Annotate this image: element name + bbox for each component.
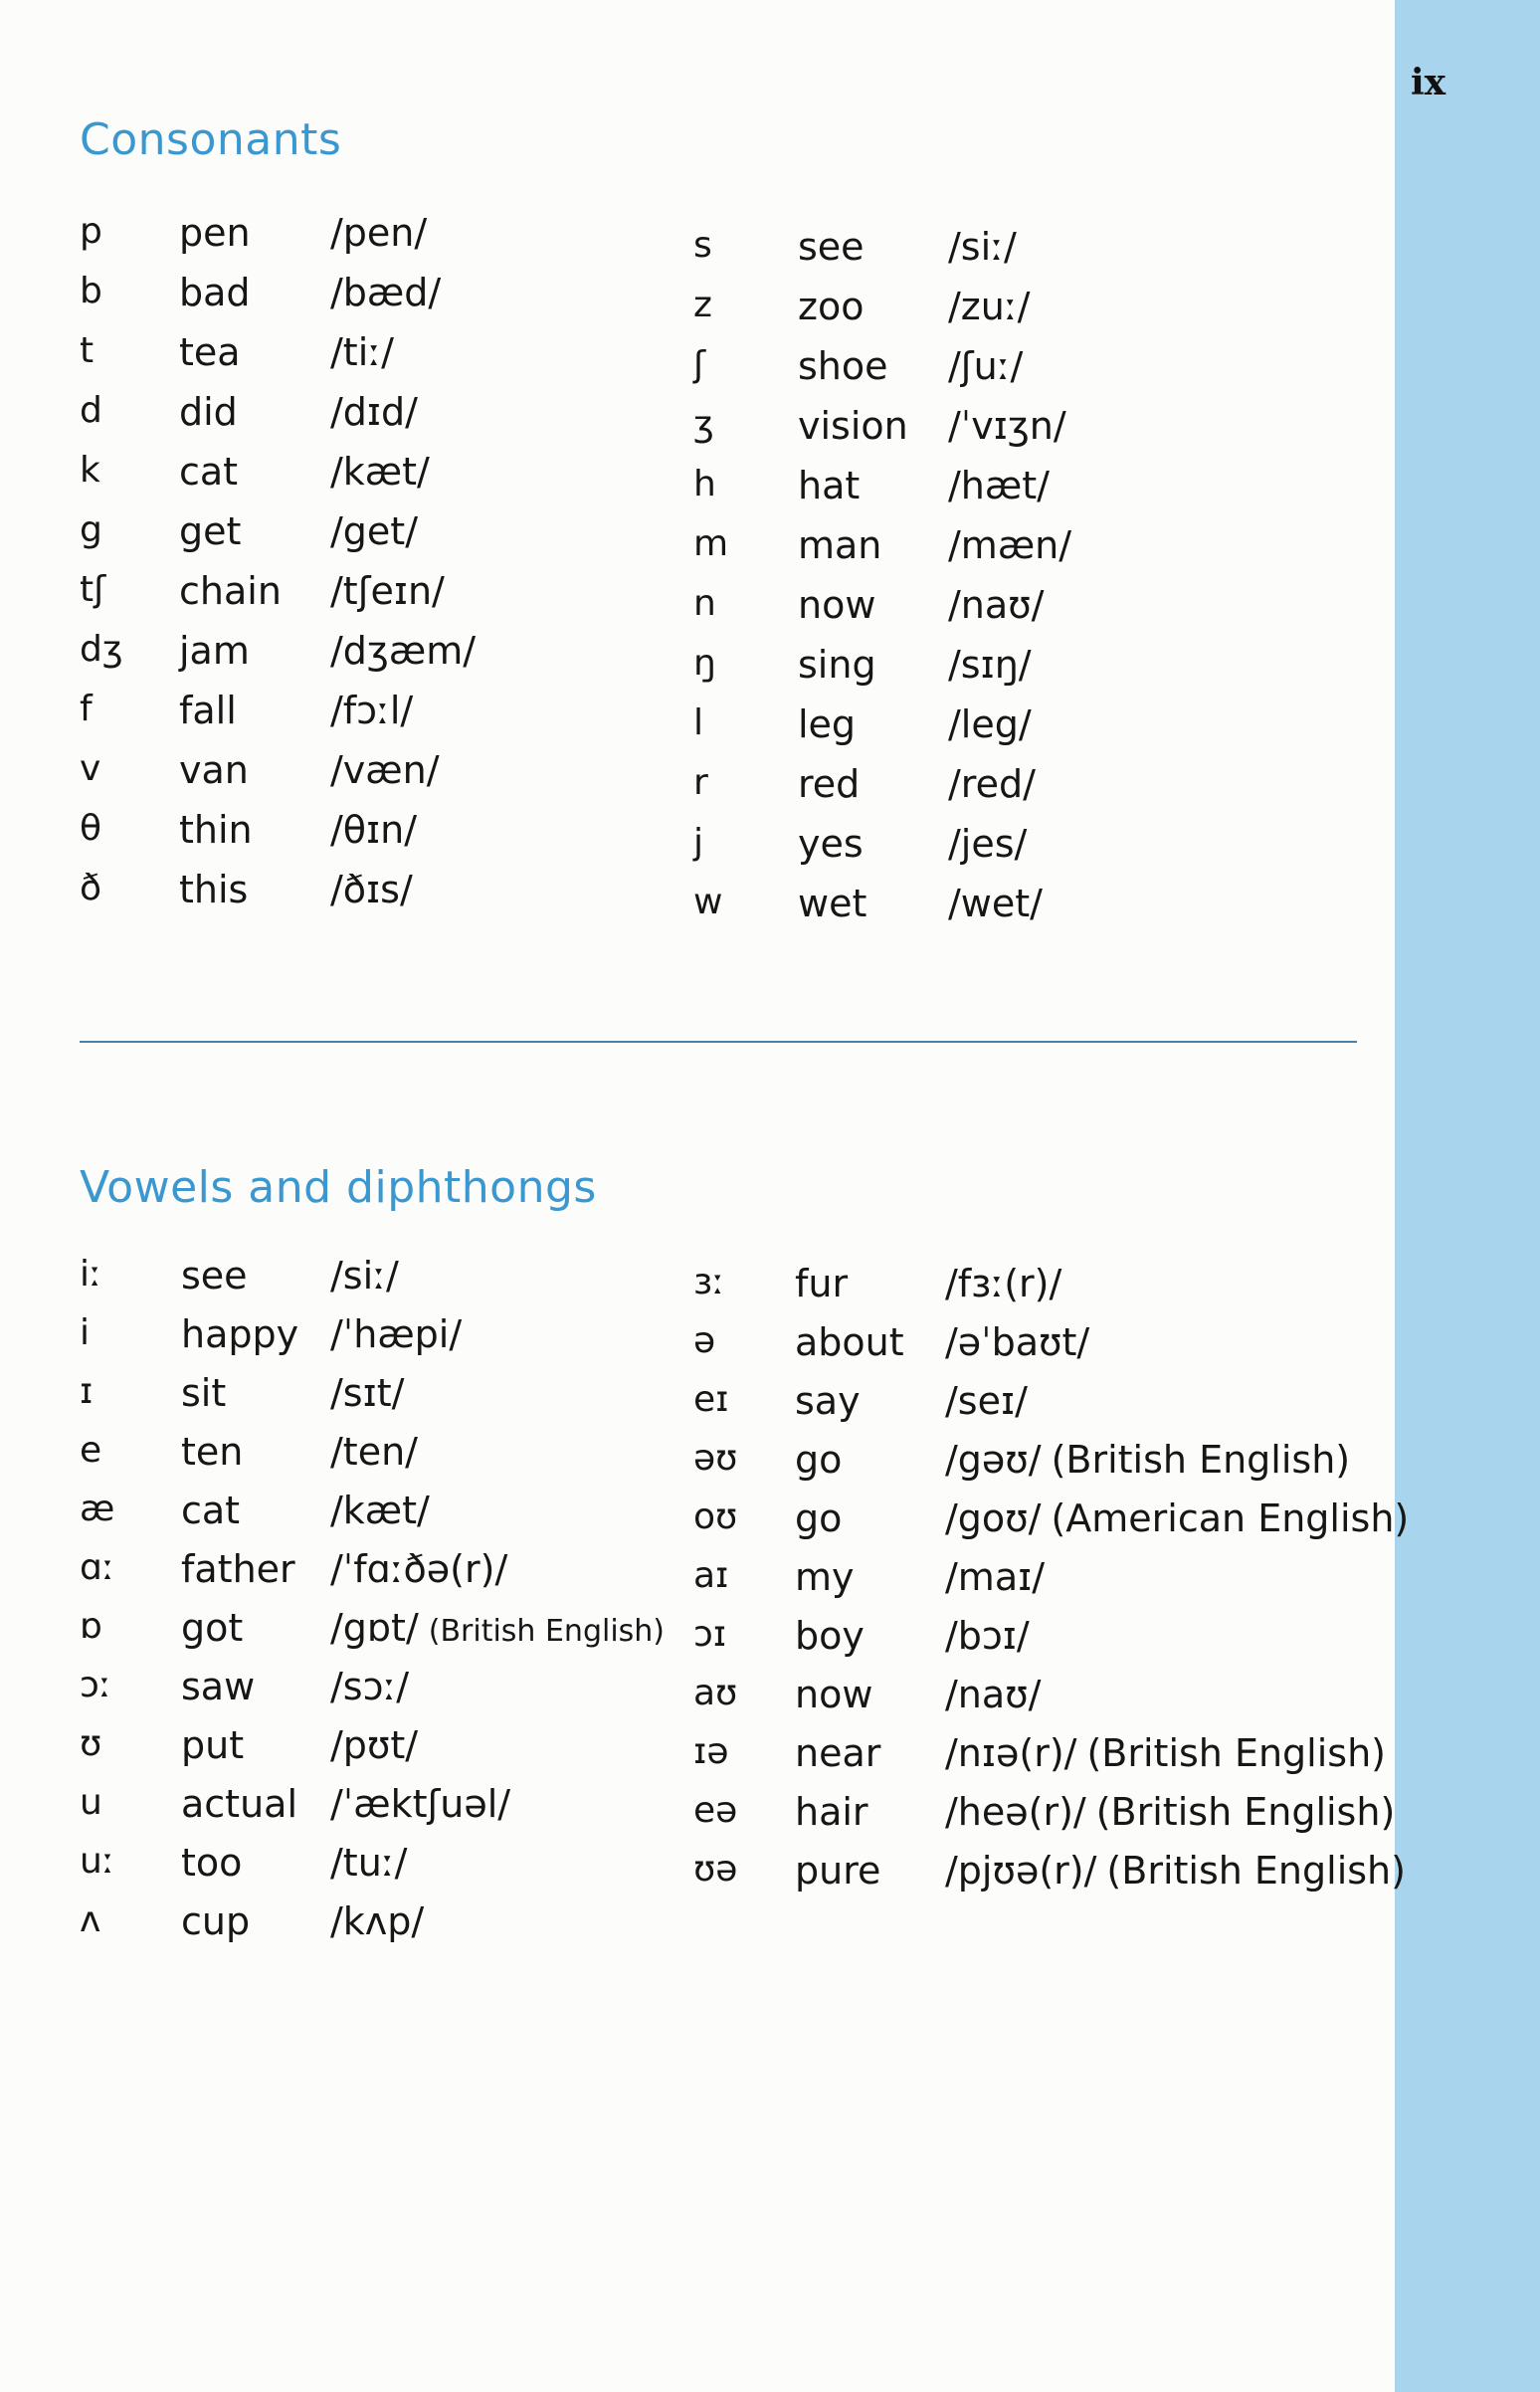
transcription: /væn/ (330, 748, 440, 792)
ipa-symbol: ə (693, 1320, 716, 1361)
ipa-symbol: iː (80, 1254, 102, 1295)
example-word: pure (795, 1849, 881, 1893)
ipa-symbol: f (80, 689, 93, 729)
example-word: fur (795, 1262, 849, 1305)
example-word: hair (795, 1790, 868, 1834)
ipa-symbol: n (693, 583, 716, 624)
example-word: leg (798, 702, 857, 746)
transcription: /tiː/ (330, 330, 394, 374)
transcription-text: /ten/ (330, 1430, 418, 1474)
transcription: /leg/ (948, 702, 1032, 746)
ipa-symbol: ɜː (693, 1262, 725, 1302)
transcription-text: /fɜː(r)/ (945, 1262, 1062, 1305)
ipa-symbol: r (693, 762, 708, 803)
ipa-symbol: ʃ (693, 344, 706, 385)
ipa-symbol: ʊ (80, 1723, 102, 1764)
transcription-text: /ˈæktʃuəl/ (330, 1782, 511, 1826)
transcription-text: /gɒt/ (330, 1606, 419, 1650)
transcription (945, 1731, 1386, 1775)
transcription: /jes/ (948, 822, 1028, 866)
ipa-symbol: v (80, 748, 101, 789)
transcription-text: /ˈfɑːðə(r)/ (330, 1547, 508, 1591)
transcription: /sɪŋ/ (948, 643, 1032, 687)
side-color-strip (1395, 0, 1540, 2392)
ipa-symbol: ɪə (693, 1731, 729, 1772)
transcription-text: /heə(r)/ (945, 1790, 1086, 1834)
transcription (330, 1899, 424, 1943)
transcription (330, 1841, 407, 1885)
ipa-symbol: d (80, 390, 102, 431)
transcription (945, 1849, 1406, 1893)
ipa-symbol: aɪ (693, 1555, 729, 1596)
example-word: red (798, 762, 861, 806)
transcription (945, 1379, 1028, 1423)
example-word: boy (795, 1614, 865, 1658)
example-word: get (179, 509, 242, 553)
example-word: hat (798, 464, 861, 507)
ipa-symbol: ɔː (80, 1665, 111, 1705)
ipa-symbol: ŋ (693, 643, 716, 684)
transcription-text: /maɪ/ (945, 1555, 1046, 1599)
example-word: bad (179, 271, 251, 314)
transcription (945, 1320, 1089, 1364)
transcription: /zuː/ (948, 285, 1031, 328)
ipa-symbol: j (693, 822, 704, 863)
example-word: go (795, 1438, 843, 1482)
transcription (945, 1614, 1030, 1658)
section-divider (80, 1041, 1357, 1043)
transcription-text: /pjʊə(r)/ (945, 1849, 1097, 1893)
transcription-text: /ˈhæpi/ (330, 1312, 463, 1356)
example-word: near (795, 1731, 881, 1775)
transcription-text: /bɔɪ/ (945, 1614, 1030, 1658)
transcription-text: /sɔː/ (330, 1665, 410, 1708)
transcription: /red/ (948, 762, 1036, 806)
ipa-symbol: ð (80, 868, 102, 908)
ipa-symbol: t (80, 330, 95, 371)
ipa-symbol: oʊ (693, 1496, 738, 1537)
example-word: cat (181, 1489, 241, 1532)
transcription-text: /siː/ (330, 1254, 399, 1297)
transcription (330, 1312, 462, 1356)
ipa-symbol: eɪ (693, 1379, 729, 1420)
ipa-symbol: dʒ (80, 629, 123, 670)
transcription: /wet/ (948, 882, 1043, 925)
example-word: actual (181, 1782, 298, 1826)
dialect-note: (American English) (1051, 1496, 1410, 1540)
ipa-symbol: i (80, 1312, 91, 1353)
transcription: /hæt/ (948, 464, 1050, 507)
example-word: go (795, 1496, 843, 1540)
transcription (945, 1555, 1045, 1599)
dialect-note: (British English) (428, 1614, 666, 1649)
dialect-note: (British English) (1095, 1790, 1396, 1834)
ipa-symbol: l (693, 702, 704, 743)
example-word: thin (179, 808, 253, 852)
transcription: /dɪd/ (330, 390, 418, 434)
ipa-symbol: s (693, 225, 712, 266)
transcription (330, 1723, 418, 1767)
transcription-text: /kʌp/ (330, 1899, 425, 1943)
example-word: cat (179, 450, 239, 494)
transcription (945, 1790, 1395, 1834)
transcription: /θɪn/ (330, 808, 418, 852)
ipa-symbol: æ (80, 1489, 115, 1529)
transcription-text: /kæt/ (330, 1489, 430, 1532)
example-word: too (181, 1841, 243, 1885)
example-word: ten (181, 1430, 244, 1474)
transcription (330, 1254, 399, 1297)
ipa-symbol: h (693, 464, 716, 504)
example-word: see (181, 1254, 248, 1297)
transcription-text: /tuː/ (330, 1841, 408, 1885)
example-word: say (795, 1379, 861, 1423)
example-word: vision (798, 404, 908, 448)
transcription: /ʃuː/ (948, 344, 1024, 388)
example-word: put (181, 1723, 245, 1767)
vowels-heading: Vowels and diphthongs (80, 1162, 597, 1213)
example-word: wet (798, 882, 867, 925)
transcription-text: /naʊ/ (945, 1673, 1042, 1716)
transcription: /naʊ/ (948, 583, 1045, 627)
transcription (945, 1438, 1350, 1482)
transcription-text: /əˈbaʊt/ (945, 1320, 1090, 1364)
example-word: van (179, 748, 249, 792)
transcription-text: /seɪ/ (945, 1379, 1028, 1423)
ipa-symbol: m (693, 523, 729, 564)
transcription: /fɔːl/ (330, 689, 414, 732)
example-word: my (795, 1555, 855, 1599)
example-word: father (181, 1547, 295, 1591)
transcription (330, 1430, 418, 1474)
ipa-symbol: θ (80, 808, 102, 849)
ipa-symbol: p (80, 211, 102, 252)
transcription: /siː/ (948, 225, 1017, 269)
ipa-symbol: aʊ (693, 1673, 738, 1713)
example-word: happy (181, 1312, 299, 1356)
page-number: ix (1411, 62, 1446, 103)
transcription: /pen/ (330, 211, 428, 255)
transcription (330, 1606, 665, 1650)
example-word: yes (798, 822, 864, 866)
ipa-symbol: ɪ (80, 1371, 94, 1412)
example-word: cup (181, 1899, 251, 1943)
example-word: zoo (798, 285, 865, 328)
example-word: did (179, 390, 238, 434)
example-word: tea (179, 330, 241, 374)
transcription: /kæt/ (330, 450, 430, 494)
dialect-note: (British English) (1106, 1849, 1406, 1893)
ipa-symbol: eə (693, 1790, 738, 1831)
transcription-text: /pʊt/ (330, 1723, 419, 1767)
transcription: /dʒæm/ (330, 629, 477, 673)
transcription (330, 1489, 430, 1532)
ipa-symbol: ɒ (80, 1606, 102, 1647)
transcription: /ðɪs/ (330, 868, 413, 911)
example-word: jam (179, 629, 250, 673)
ipa-symbol: u (80, 1782, 102, 1823)
dialect-note: (British English) (1086, 1731, 1386, 1775)
transcription-text: /gəʊ/ (945, 1438, 1042, 1482)
example-word: sing (798, 643, 876, 687)
transcription (330, 1547, 507, 1591)
example-word: saw (181, 1665, 256, 1708)
ipa-symbol: e (80, 1430, 102, 1471)
ipa-symbol: ʌ (80, 1899, 101, 1940)
example-word: got (181, 1606, 244, 1650)
example-word: chain (179, 569, 282, 613)
example-word: now (795, 1673, 873, 1716)
ipa-symbol: z (693, 285, 712, 325)
transcription (330, 1782, 510, 1826)
dialect-note: (British English) (1051, 1438, 1351, 1482)
ipa-symbol: uː (80, 1841, 114, 1882)
transcription (945, 1673, 1041, 1716)
example-word: pen (179, 211, 251, 255)
ipa-symbol: ɑː (80, 1547, 114, 1588)
transcription-text: /sɪt/ (330, 1371, 405, 1415)
transcription (945, 1262, 1061, 1305)
transcription: /tʃeɪn/ (330, 569, 445, 613)
ipa-symbol: w (693, 882, 723, 922)
ipa-symbol: g (80, 509, 102, 550)
transcription-text: /goʊ/ (945, 1496, 1042, 1540)
transcription (945, 1496, 1409, 1540)
ipa-symbol: ʒ (693, 404, 714, 445)
example-word: now (798, 583, 876, 627)
transcription: /bæd/ (330, 271, 442, 314)
ipa-symbol: k (80, 450, 100, 491)
ipa-symbol: tʃ (80, 569, 106, 610)
example-word: about (795, 1320, 904, 1364)
example-word: see (798, 225, 865, 269)
transcription (330, 1665, 409, 1708)
transcription: /get/ (330, 509, 419, 553)
transcription-text: /nɪə(r)/ (945, 1731, 1077, 1775)
example-word: shoe (798, 344, 888, 388)
transcription: /ˈvɪʒn/ (948, 404, 1066, 448)
example-word: sit (181, 1371, 227, 1415)
transcription: /mæn/ (948, 523, 1072, 567)
ipa-symbol: ɔɪ (693, 1614, 727, 1655)
example-word: man (798, 523, 882, 567)
ipa-symbol: əʊ (693, 1438, 738, 1479)
transcription (330, 1371, 404, 1415)
ipa-symbol: b (80, 271, 102, 311)
ipa-symbol: ʊə (693, 1849, 738, 1890)
example-word: this (179, 868, 249, 911)
consonants-heading: Consonants (80, 114, 342, 165)
example-word: fall (179, 689, 237, 732)
